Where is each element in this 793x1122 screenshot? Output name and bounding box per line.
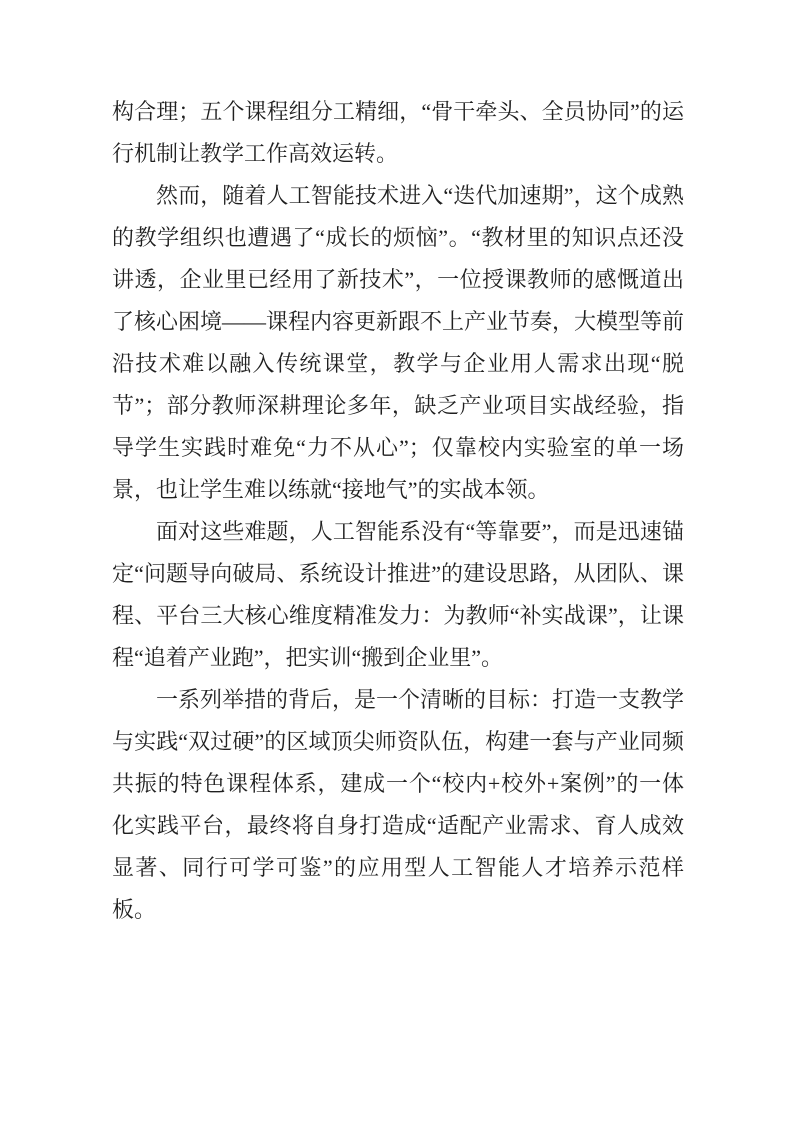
paragraph-response: 面对这些难题，人工智能系没有“等靠要”，而是迅速锚定“问题导向破局、系统设计推进”的建设思路，从团队、课程、平台三大核心维度精准发力：为教师“补实战课”，让课程“追着产业跑”，把实训“搬到企业里”。	[112, 519, 684, 670]
paragraph-challenges: 然而，随着人工智能技术进入“迭代加速期”，这个成熟的教学组织也遭遇了“成长的烦恼”。“教材里的知识点还没讲透，企业里已经用了新技术”，一位授课教师的感慨道出了核心困境——课程内容更新跟不上产业节奏，大模型等前沿技术难以融入传统课堂，教学与企业用人需求出现“脱节”；部分教师深耕理论多年，缺乏产业项目实战经验，指导学生实践时难免“力不从心”；仅靠校内实验室的单一场景，也让学生难以练就“接地气”的实战本领。	[112, 183, 685, 502]
paragraph-goal: 一系列举措的背后，是一个清晰的目标：打造一支教学与实践“双过硬”的区域顶尖师资队伍，构建一套与产业同频共振的特色课程体系，建成一个“校内+校外+案例”的一体化实践平台，最终将自身打造成“适配产业需求、育人成效显著、同行可学可鉴”的应用型人工智能人才培养示范样板。	[112, 687, 685, 922]
paragraph-continuation: 构合理；五个课程组分工精细，“骨干牵头、全员协同”的运行机制让教学工作高效运转。	[112, 99, 684, 166]
document-body	[112, 91, 684, 931]
